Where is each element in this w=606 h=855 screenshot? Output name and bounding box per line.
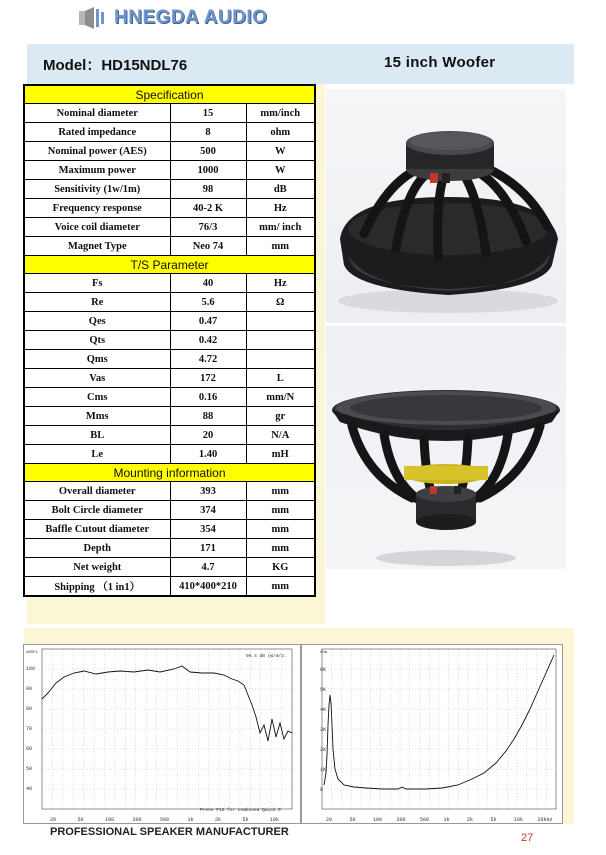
param-value: 1000 (170, 161, 246, 180)
param-value: 354 (170, 520, 246, 539)
param-value: 5.6 (170, 293, 246, 312)
param-value: 20 (170, 426, 246, 445)
param-unit: mm (246, 482, 315, 501)
freq-x-tick: 200 (132, 817, 142, 823)
table-row (24, 558, 315, 577)
table-row (24, 331, 315, 350)
param-value: 76/3 (170, 218, 246, 237)
param-unit: mm/ inch (246, 218, 315, 237)
param-unit: Ω (246, 293, 315, 312)
table-row (24, 274, 315, 293)
freq-x-tick: 2k (215, 817, 222, 823)
freq-y-tick: 60 (26, 746, 33, 752)
imp-x-tick: 200 (396, 817, 406, 823)
param-unit: W (246, 161, 315, 180)
table-row (24, 445, 315, 464)
product-type: 15 inch Woofer (384, 54, 496, 71)
freq-y-tick: 50 (26, 766, 33, 772)
footer-tagline: PROFESSIONAL SPEAKER MANUFACTURER (50, 826, 289, 838)
imp-x-tick: 100 (373, 817, 383, 823)
param-name: Le (24, 445, 170, 464)
imp-x-tick: 2k (467, 817, 474, 823)
param-unit: mH (246, 445, 315, 464)
imp-x-tick: 5k (490, 817, 497, 823)
param-unit: mm (246, 577, 315, 597)
woofer-photo-rear (326, 89, 566, 323)
param-value: 172 (170, 369, 246, 388)
param-unit (246, 331, 315, 350)
imp-y-tick: 6K (320, 667, 327, 673)
param-name: Magnet Type (24, 237, 170, 256)
spec-table (23, 84, 316, 597)
param-unit: ohm (246, 123, 315, 142)
imp-x-tick: 20kHz (537, 817, 553, 823)
freq-x-tick: 500 (160, 817, 170, 823)
param-name: Rated impedance (24, 123, 170, 142)
param-value: 4.7 (170, 558, 246, 577)
param-value: 15 (170, 104, 246, 123)
brand-logo (78, 4, 267, 32)
imp-x-tick: 500 (420, 817, 430, 823)
impedance-curve-graph (301, 644, 563, 824)
table-row (24, 482, 315, 501)
param-value: Neo 74 (170, 237, 246, 256)
freq-y-tick: 40 (26, 786, 33, 792)
param-value: 410*400*210 (170, 577, 246, 597)
param-name: Fs (24, 274, 170, 293)
table-row (24, 388, 315, 407)
param-unit: N/A (246, 426, 315, 445)
param-unit (246, 312, 315, 331)
freq-x-tick: 1k (187, 817, 194, 823)
freq-y-tick: 70 (26, 726, 33, 732)
table-row (24, 312, 315, 331)
imp-y-tick: 5K (320, 687, 327, 693)
param-unit: mm (246, 501, 315, 520)
freq-x-tick: 20 (50, 817, 57, 823)
param-unit: mm (246, 520, 315, 539)
param-name: BL (24, 426, 170, 445)
frequency-response-graph (23, 644, 301, 824)
imp-x-tick: 1k (443, 817, 450, 823)
table-row (24, 180, 315, 199)
param-name: Depth (24, 539, 170, 558)
param-name: Nominal diameter (24, 104, 170, 123)
param-unit: L (246, 369, 315, 388)
param-value: 393 (170, 482, 246, 501)
table-row (24, 369, 315, 388)
imp-y-tick: 4K (320, 707, 327, 713)
param-name: Cms (24, 388, 170, 407)
freq-x-tick: 50 (77, 817, 84, 823)
param-name: Re (24, 293, 170, 312)
brand-name: HNEGDA AUDIO (114, 7, 268, 28)
table-row (24, 426, 315, 445)
param-value: 0.47 (170, 312, 246, 331)
freq-x-tick: 10k (270, 817, 280, 823)
section-header: Specification (24, 85, 315, 104)
param-unit: Hz (246, 274, 315, 293)
table-row (24, 350, 315, 369)
param-unit: mm/inch (246, 104, 315, 123)
param-name: Qms (24, 350, 170, 369)
page-number: 27 (521, 832, 534, 844)
param-name: Baffle Cutout diameter (24, 520, 170, 539)
freq-annotation: 96.4 dB (W/m/2. (246, 654, 287, 659)
param-value: 171 (170, 539, 246, 558)
table-row (24, 520, 315, 539)
imp-y-tick: 0 (320, 787, 324, 793)
table-row (24, 501, 315, 520)
freq-y-tick: 100 (26, 666, 36, 672)
param-name: Mms (24, 407, 170, 426)
model-number: Model：HD15NDL76 (43, 57, 188, 74)
speaker-logo-icon (78, 7, 108, 29)
param-unit: mm/N (246, 388, 315, 407)
imp-x-tick: 20 (326, 817, 333, 823)
table-row (24, 142, 315, 161)
param-value: 500 (170, 142, 246, 161)
imp-y-tick: 3K (320, 727, 327, 733)
imp-x-tick: 10k (514, 817, 524, 823)
param-name: Net weight (24, 558, 170, 577)
table-row (24, 539, 315, 558)
imp-x-tick: 50 (349, 817, 356, 823)
param-value: 0.16 (170, 388, 246, 407)
param-value: 8 (170, 123, 246, 142)
param-unit: mm (246, 237, 315, 256)
param-name: Voice coil diameter (24, 218, 170, 237)
param-name: Qts (24, 331, 170, 350)
table-row (24, 123, 315, 142)
param-name: Overall diameter (24, 482, 170, 501)
param-name: Bolt Circle diameter (24, 501, 170, 520)
param-value: 1.40 (170, 445, 246, 464)
imp-y-axis-label: Ohm (320, 651, 328, 655)
table-row (24, 237, 315, 256)
param-value: 374 (170, 501, 246, 520)
param-name: Shipping （1 in1） (24, 577, 170, 597)
param-value: 40-2 K (170, 199, 246, 218)
table-row (24, 577, 315, 597)
param-name: Vas (24, 369, 170, 388)
param-name: Qes (24, 312, 170, 331)
imp-y-tick: 1K (320, 767, 327, 773)
freq-x-tick: 100 (105, 817, 115, 823)
param-value: 98 (170, 180, 246, 199)
freq-y-tick: 90 (26, 686, 33, 692)
section-header: Mounting information (24, 464, 315, 482)
param-name: Nominal power (AES) (24, 142, 170, 161)
param-unit: dB (246, 180, 315, 199)
table-row (24, 218, 315, 237)
param-unit: W (246, 142, 315, 161)
freq-x-tick: 5k (242, 817, 249, 823)
model-header (27, 44, 574, 84)
section-header: T/S Parameter (24, 256, 315, 274)
param-unit: Hz (246, 199, 315, 218)
table-row (24, 104, 315, 123)
freq-y-axis-label: dBSPL (26, 651, 39, 655)
param-name: Sensitivity (1w/1m) (24, 180, 170, 199)
param-value: 40 (170, 274, 246, 293)
table-row (24, 407, 315, 426)
param-unit: gr (246, 407, 315, 426)
param-name: Maximum power (24, 161, 170, 180)
param-value: 88 (170, 407, 246, 426)
imp-y-tick: 2K (320, 747, 327, 753)
table-row (24, 293, 315, 312)
freq-y-tick: 80 (26, 706, 33, 712)
param-value: 0.42 (170, 331, 246, 350)
param-unit (246, 350, 315, 369)
param-unit: KG (246, 558, 315, 577)
table-row (24, 199, 315, 218)
table-row (24, 161, 315, 180)
param-unit: mm (246, 539, 315, 558)
param-name: Frequency response (24, 199, 170, 218)
freq-footnote: Press F12 for combined Quick E (200, 808, 282, 813)
param-value: 4.72 (170, 350, 246, 369)
woofer-photo-side (326, 326, 566, 569)
